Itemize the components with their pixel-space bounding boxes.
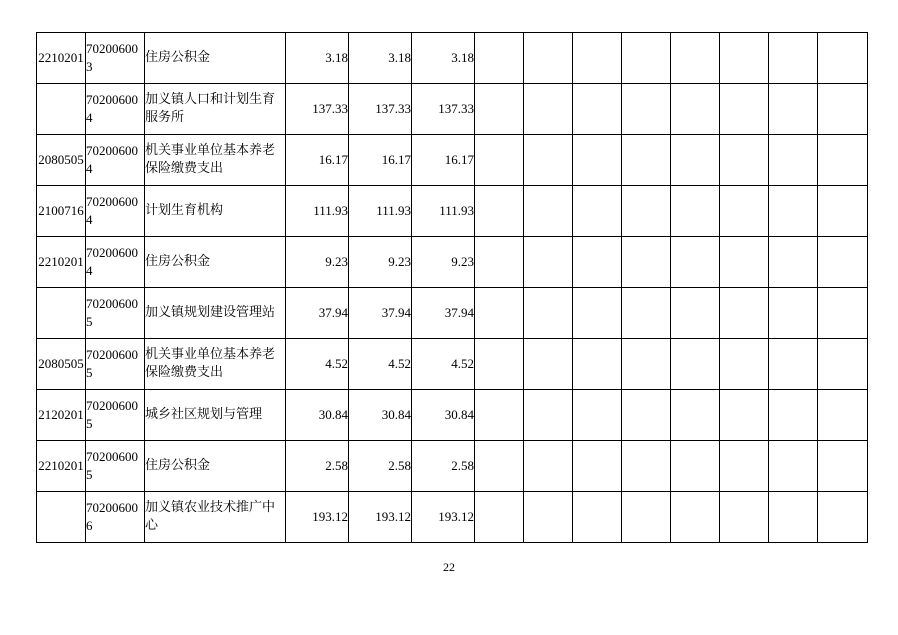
cell-item-name bbox=[145, 288, 286, 339]
cell-item-name bbox=[145, 339, 286, 390]
cell-blank-8 bbox=[818, 135, 868, 186]
current-year-text: 37.94 bbox=[381, 305, 411, 321]
cell-blank-8 bbox=[818, 33, 868, 84]
cell-current-year bbox=[349, 339, 412, 390]
cell-department-code bbox=[86, 33, 145, 84]
cell-general-public-budget bbox=[412, 237, 475, 288]
cell-blank-3 bbox=[573, 237, 622, 288]
cell-blank-3 bbox=[573, 390, 622, 441]
cell-blank-2 bbox=[524, 288, 573, 339]
cell-item-name bbox=[145, 390, 286, 441]
cell-department-code bbox=[86, 186, 145, 237]
cell-blank-8 bbox=[818, 441, 868, 492]
cell-blank-2 bbox=[524, 339, 573, 390]
cell-current-year bbox=[349, 135, 412, 186]
general-public-budget-text: 111.93 bbox=[439, 203, 474, 219]
total-text: 9.23 bbox=[325, 254, 348, 270]
table-row bbox=[37, 441, 868, 492]
cell-general-public-budget bbox=[412, 186, 475, 237]
cell-blank-6 bbox=[720, 441, 769, 492]
cell-blank-8 bbox=[818, 237, 868, 288]
cell-blank-3 bbox=[573, 186, 622, 237]
table-row bbox=[37, 390, 868, 441]
page-number: 22 bbox=[443, 560, 455, 574]
table-row bbox=[37, 84, 868, 135]
cell-general-public-budget bbox=[412, 288, 475, 339]
current-year-text: 4.52 bbox=[388, 356, 411, 372]
table-row bbox=[37, 33, 868, 84]
cell-department-code bbox=[86, 135, 145, 186]
cell-blank-1 bbox=[475, 186, 524, 237]
cell-blank-5 bbox=[671, 441, 720, 492]
cell-blank-7 bbox=[769, 33, 818, 84]
cell-blank-2 bbox=[524, 186, 573, 237]
cell-general-public-budget bbox=[412, 135, 475, 186]
cell-blank-3 bbox=[573, 84, 622, 135]
cell-blank-6 bbox=[720, 390, 769, 441]
cell-blank-7 bbox=[769, 339, 818, 390]
item-name-text: 城乡社区规划与管理 bbox=[145, 407, 263, 423]
cell-functional-code bbox=[37, 135, 86, 186]
cell-department-code bbox=[86, 288, 145, 339]
cell-item-name bbox=[145, 33, 286, 84]
cell-blank-3 bbox=[573, 135, 622, 186]
functional-code-text: 2210201 bbox=[38, 50, 84, 66]
general-public-budget-text: 9.23 bbox=[451, 254, 474, 270]
department-code-text: 702006006 bbox=[86, 500, 138, 533]
item-name-text: 机关事业单位基本养老保险缴费支出 bbox=[145, 347, 276, 380]
cell-total bbox=[286, 33, 349, 84]
cell-blank-7 bbox=[769, 237, 818, 288]
cell-blank-4 bbox=[622, 135, 671, 186]
cell-blank-2 bbox=[524, 390, 573, 441]
item-name-text: 住房公积金 bbox=[145, 458, 211, 474]
cell-total bbox=[286, 288, 349, 339]
total-text: 193.12 bbox=[312, 509, 348, 525]
cell-functional-code bbox=[37, 492, 86, 543]
cell-blank-3 bbox=[573, 339, 622, 390]
general-public-budget-text: 37.94 bbox=[444, 305, 474, 321]
cell-blank-7 bbox=[769, 288, 818, 339]
cell-blank-8 bbox=[818, 339, 868, 390]
cell-department-code bbox=[86, 84, 145, 135]
cell-blank-6 bbox=[720, 33, 769, 84]
item-name-text: 计划生育机构 bbox=[145, 203, 224, 219]
cell-blank-6 bbox=[720, 135, 769, 186]
cell-blank-3 bbox=[573, 288, 622, 339]
cell-blank-8 bbox=[818, 390, 868, 441]
cell-blank-2 bbox=[524, 492, 573, 543]
cell-total bbox=[286, 237, 349, 288]
cell-functional-code bbox=[37, 186, 86, 237]
cell-blank-2 bbox=[524, 237, 573, 288]
general-public-budget-text: 16.17 bbox=[444, 152, 474, 168]
total-text: 3.18 bbox=[325, 50, 348, 66]
cell-blank-7 bbox=[769, 390, 818, 441]
cell-functional-code bbox=[37, 237, 86, 288]
cell-blank-3 bbox=[573, 492, 622, 543]
total-text: 30.84 bbox=[318, 407, 348, 423]
cell-total bbox=[286, 390, 349, 441]
department-code-text: 702006004 bbox=[86, 245, 138, 278]
cell-blank-4 bbox=[622, 441, 671, 492]
current-year-text: 2.58 bbox=[388, 458, 411, 474]
cell-total bbox=[286, 441, 349, 492]
department-code-text: 702006005 bbox=[86, 449, 138, 482]
cell-total bbox=[286, 339, 349, 390]
total-text: 16.17 bbox=[318, 152, 348, 168]
cell-current-year bbox=[349, 33, 412, 84]
budget-table-container bbox=[36, 32, 864, 543]
department-code-text: 702006005 bbox=[86, 347, 138, 380]
total-text: 37.94 bbox=[318, 305, 348, 321]
cell-blank-1 bbox=[475, 441, 524, 492]
general-public-budget-text: 30.84 bbox=[444, 407, 474, 423]
cell-item-name bbox=[145, 441, 286, 492]
cell-functional-code bbox=[37, 339, 86, 390]
current-year-text: 30.84 bbox=[381, 407, 411, 423]
item-name-text: 加义镇农业技术推广中心 bbox=[145, 500, 276, 533]
cell-blank-8 bbox=[818, 84, 868, 135]
item-name-text: 机关事业单位基本养老保险缴费支出 bbox=[145, 143, 276, 176]
budget-table-body bbox=[37, 33, 868, 543]
cell-department-code bbox=[86, 390, 145, 441]
cell-current-year bbox=[349, 288, 412, 339]
department-code-text: 702006004 bbox=[86, 92, 138, 125]
cell-current-year bbox=[349, 441, 412, 492]
cell-functional-code bbox=[37, 441, 86, 492]
functional-code-text: 2120201 bbox=[38, 407, 84, 423]
general-public-budget-text: 2.58 bbox=[451, 458, 474, 474]
cell-blank-8 bbox=[818, 186, 868, 237]
cell-blank-6 bbox=[720, 84, 769, 135]
cell-blank-2 bbox=[524, 441, 573, 492]
department-code-text: 702006005 bbox=[86, 296, 138, 329]
cell-current-year bbox=[349, 84, 412, 135]
item-name-text: 住房公积金 bbox=[145, 254, 211, 270]
cell-blank-7 bbox=[769, 186, 818, 237]
general-public-budget-text: 4.52 bbox=[451, 356, 474, 372]
department-code-text: 702006005 bbox=[86, 398, 138, 431]
cell-blank-1 bbox=[475, 237, 524, 288]
cell-blank-8 bbox=[818, 492, 868, 543]
cell-blank-4 bbox=[622, 33, 671, 84]
table-row bbox=[37, 186, 868, 237]
cell-blank-7 bbox=[769, 84, 818, 135]
cell-blank-2 bbox=[524, 135, 573, 186]
cell-blank-7 bbox=[769, 441, 818, 492]
table-row bbox=[37, 135, 868, 186]
current-year-text: 16.17 bbox=[381, 152, 411, 168]
cell-blank-5 bbox=[671, 84, 720, 135]
general-public-budget-text: 193.12 bbox=[438, 509, 474, 525]
cell-blank-6 bbox=[720, 288, 769, 339]
cell-blank-1 bbox=[475, 84, 524, 135]
cell-general-public-budget bbox=[412, 390, 475, 441]
functional-code-text: 2210201 bbox=[38, 458, 84, 474]
cell-blank-1 bbox=[475, 492, 524, 543]
item-name-text: 加义镇规划建设管理站 bbox=[145, 305, 276, 321]
cell-current-year bbox=[349, 186, 412, 237]
cell-functional-code bbox=[37, 33, 86, 84]
cell-blank-6 bbox=[720, 237, 769, 288]
current-year-text: 137.33 bbox=[375, 101, 411, 117]
budget-table bbox=[36, 32, 868, 543]
current-year-text: 193.12 bbox=[375, 509, 411, 525]
total-text: 137.33 bbox=[312, 101, 348, 117]
cell-total bbox=[286, 84, 349, 135]
cell-current-year bbox=[349, 390, 412, 441]
cell-total bbox=[286, 492, 349, 543]
cell-blank-5 bbox=[671, 339, 720, 390]
cell-total bbox=[286, 135, 349, 186]
functional-code-text: 2080505 bbox=[38, 152, 84, 168]
cell-blank-3 bbox=[573, 33, 622, 84]
table-row bbox=[37, 288, 868, 339]
functional-code-text: 2100716 bbox=[38, 203, 84, 219]
cell-blank-1 bbox=[475, 288, 524, 339]
total-text: 4.52 bbox=[325, 356, 348, 372]
cell-blank-1 bbox=[475, 390, 524, 441]
cell-general-public-budget bbox=[412, 84, 475, 135]
cell-general-public-budget bbox=[412, 441, 475, 492]
cell-blank-4 bbox=[622, 492, 671, 543]
cell-general-public-budget bbox=[412, 339, 475, 390]
cell-blank-5 bbox=[671, 33, 720, 84]
cell-blank-7 bbox=[769, 492, 818, 543]
cell-blank-4 bbox=[622, 390, 671, 441]
current-year-text: 3.18 bbox=[388, 50, 411, 66]
cell-department-code bbox=[86, 339, 145, 390]
cell-department-code bbox=[86, 492, 145, 543]
cell-department-code bbox=[86, 441, 145, 492]
cell-total bbox=[286, 186, 349, 237]
cell-current-year bbox=[349, 492, 412, 543]
functional-code-text: 2210201 bbox=[38, 254, 84, 270]
cell-blank-3 bbox=[573, 441, 622, 492]
cell-item-name bbox=[145, 186, 286, 237]
functional-code-text: 2080505 bbox=[38, 356, 84, 372]
table-row bbox=[37, 339, 868, 390]
cell-functional-code bbox=[37, 84, 86, 135]
cell-blank-4 bbox=[622, 186, 671, 237]
cell-blank-4 bbox=[622, 237, 671, 288]
cell-item-name bbox=[145, 84, 286, 135]
cell-item-name bbox=[145, 135, 286, 186]
item-name-text: 加义镇人口和计划生育服务所 bbox=[145, 92, 276, 125]
cell-blank-5 bbox=[671, 237, 720, 288]
table-row bbox=[37, 237, 868, 288]
cell-blank-5 bbox=[671, 186, 720, 237]
cell-item-name bbox=[145, 492, 286, 543]
cell-blank-7 bbox=[769, 135, 818, 186]
cell-general-public-budget bbox=[412, 492, 475, 543]
cell-functional-code bbox=[37, 390, 86, 441]
total-text: 2.58 bbox=[325, 458, 348, 474]
cell-blank-1 bbox=[475, 33, 524, 84]
department-code-text: 702006004 bbox=[86, 143, 138, 176]
department-code-text: 702006003 bbox=[86, 41, 138, 74]
cell-blank-5 bbox=[671, 288, 720, 339]
cell-current-year bbox=[349, 237, 412, 288]
cell-blank-6 bbox=[720, 492, 769, 543]
total-text: 111.93 bbox=[313, 203, 348, 219]
table-row bbox=[37, 492, 868, 543]
cell-blank-8 bbox=[818, 288, 868, 339]
cell-blank-1 bbox=[475, 135, 524, 186]
cell-blank-5 bbox=[671, 135, 720, 186]
cell-functional-code bbox=[37, 288, 86, 339]
cell-blank-5 bbox=[671, 390, 720, 441]
cell-blank-2 bbox=[524, 84, 573, 135]
cell-blank-6 bbox=[720, 186, 769, 237]
cell-item-name bbox=[145, 237, 286, 288]
cell-blank-5 bbox=[671, 492, 720, 543]
cell-department-code bbox=[86, 237, 145, 288]
general-public-budget-text: 137.33 bbox=[438, 101, 474, 117]
cell-blank-2 bbox=[524, 33, 573, 84]
cell-blank-4 bbox=[622, 84, 671, 135]
current-year-text: 9.23 bbox=[388, 254, 411, 270]
department-code-text: 702006004 bbox=[86, 194, 138, 227]
item-name-text: 住房公积金 bbox=[145, 50, 211, 66]
cell-blank-1 bbox=[475, 339, 524, 390]
cell-blank-4 bbox=[622, 288, 671, 339]
current-year-text: 111.93 bbox=[376, 203, 411, 219]
cell-blank-4 bbox=[622, 339, 671, 390]
general-public-budget-text: 3.18 bbox=[451, 50, 474, 66]
cell-general-public-budget bbox=[412, 33, 475, 84]
cell-blank-6 bbox=[720, 339, 769, 390]
